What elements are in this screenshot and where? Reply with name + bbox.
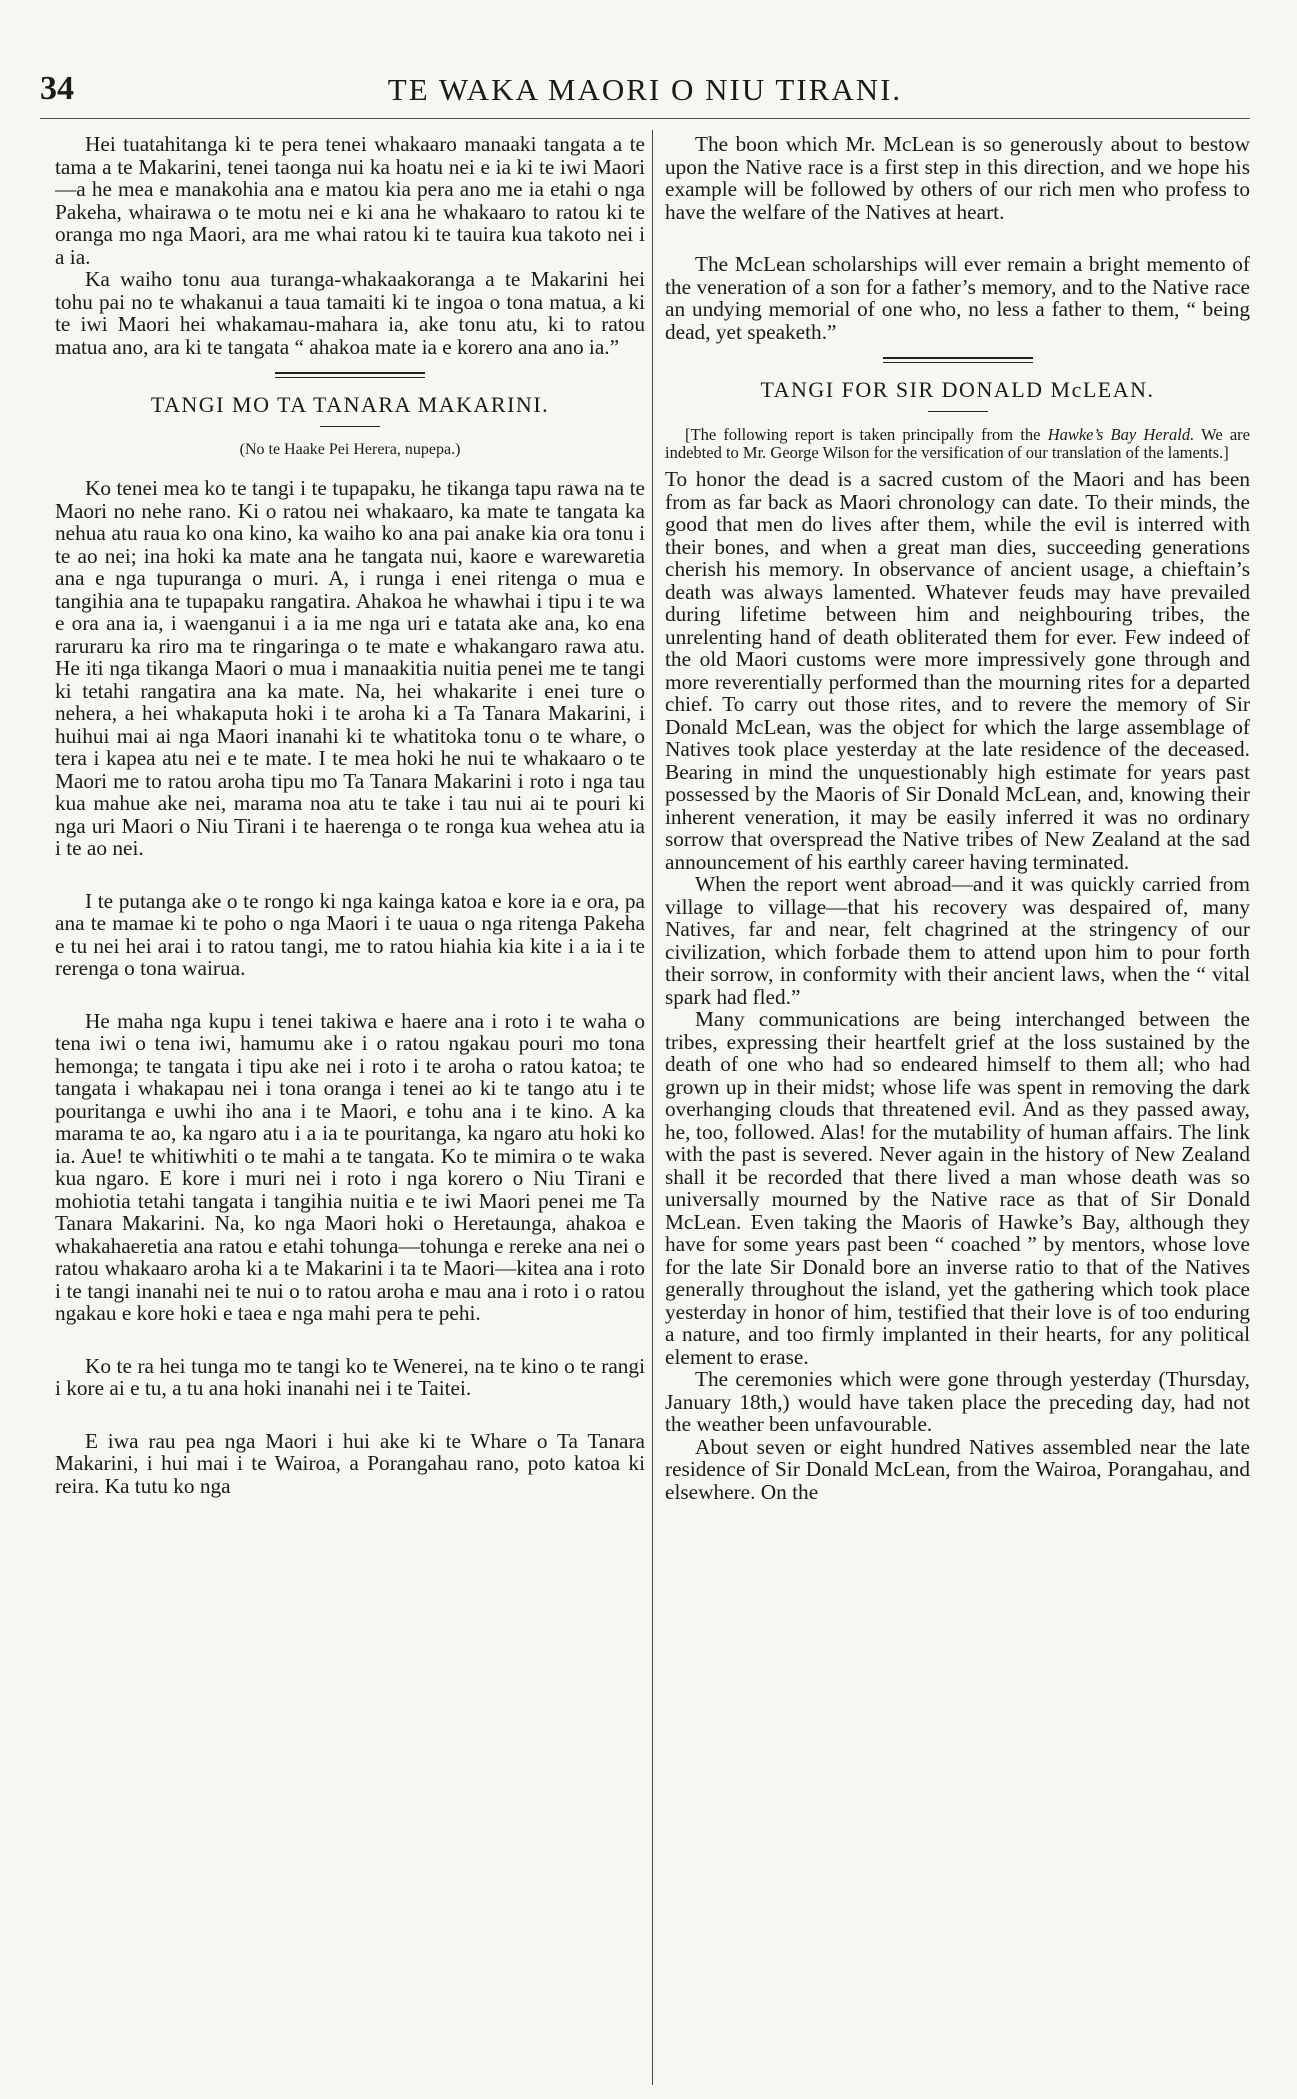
left-column: [55, 133, 645, 2083]
right-paragraph-2: When the report went abroad—and it was quickly carried from village to village—that his recovery was despaired of, many Natives, far and near, felt chagrined at the stringency of our civilization, which forbade them to attend upon him to pour forth their sorrow, in conformity with their ancient laws, when the “ vital spark had fled.”: [665, 872, 1250, 1009]
column-divider: [652, 130, 653, 2085]
right-paragraph-4: The ceremonies which were gone through yesterday (Thursday, January 18th,) would have taken place the preceding day, had not the weather been unfavourable.: [665, 1367, 1250, 1436]
right-paragraph-3: Many communications are being interchanged between the tribes, expressing their heartfelt grief at the loss sustained by the death of one who had so endeared himself to them all; who had grown up in their midst; whose life was spent in removing the dark overhanging clouds that threatened evil. And as they passed away, he, too, followed. Alas! for the mutability of human affairs. The link with the past is severed. Never again in the history of New Zealand shall it be recorded that there lived a man whose death was so universally mourned by the Native race as that of Sir Donald McLean. Even taking the Maoris of Hawke’s Bay, although they have for some years past been “ coached ” by mentors, whose love for the late Sir Donald bore an inverse ratio to that of the Natives generally throughout the island, yet the gathering which took place yesterday in honor of him, testified that their love is of too enduring a nature, and too firmly implanted in their hearts, for any political element to erase.: [665, 1007, 1250, 1369]
right-intro-paragraph-2: The McLean scholarships will ever remain a bright memento of the veneration of a son for a father’s memory, and to the Native race an undying memorial of one who, no less a father to them, “ being dead, yet speaketh.”: [665, 252, 1250, 344]
section-divider: [275, 372, 425, 378]
article-heading-maori: TANGI MO TA TANARA MAKARINI.: [150, 392, 550, 417]
right-column: [665, 133, 1250, 2083]
masthead-title: TE WAKA MAORI O NIU TIRANI.: [387, 72, 903, 107]
heading-rule: [928, 411, 988, 412]
section-divider: [883, 357, 1033, 363]
right-paragraph-5: About seven or eight hundred Natives assembled near the late residence of Sir Donald McLean, from the Wairoa, Porangahau, and elsewhere. On the: [665, 1434, 1250, 1504]
article-byline: (No te Haake Pei Herera, nupepa.): [239, 441, 461, 458]
left-intro-paragraph-2: Ka waiho tonu aua turanga-whakaakoranga a te Makarini hei tohu pai no te whakanui a taua tamaiti ki te ingoa o tona matua, a ki te iwi Maori hei whakamau-mahara ia, ake tonu atu, ki to ratou matua ano, ara ki te tangata “ ahakoa mate ia e korero ana ano ia.”: [55, 267, 645, 359]
left-paragraph-3: He maha nga kupu i tenei takiwa e haere ana i roto i te waha o tena iwi o tena iwi, hamumu ake i o ratou ngakau pouri mo tona hemonga; te tangata i tipu ake nei i roto i te aroha o ratou katoa; te tangata i whakapau nei i tona oranga i tenei ao ki te tango atu i te pouritanga e uwhi iho ana i te Maori, e tohu ana i te kino. A ka marama te ao, ka ngaro atu i a ia te pouritanga, ka ngaro atu hoki ko ia. Aue! te whitiwhiti o te mahi a te tangata. Ko te mimira o te waka kua ngaro. E kore i muri nei i roto i nga korero o Niu Tirani e mohiotia tetahi tangata i tangihia nuitia e te iwi Maori penei me Ta Tanara Makarini. Na, ko nga Maori hoki o Heretaunga, ahakoa e whakahaeretia ana ratou e etahi tohunga—tohunga e rereke ana nei o ratou whakaaro aroha ki a te Makarini i ta te Maori—kitea ana i roto i te tangi inanahi nei te nui o to ratou aroha e mau ana i roto i o ratou ngakau e kore hoki e taea e nga mahi pera te pehi.: [55, 1008, 645, 1325]
page-header: [40, 70, 1250, 120]
left-paragraph-2: I te putanga ake o te rongo ki nga kainga katoa e kore ia e ora, pa ana te mamae ki te poho o nga Maori i te uaua o nga ritenga Pakeha e tu nei hei arai i to ratou tangi, me to ratou hiahia kia kite i a ia i te rerenga o tona wairua.: [55, 888, 645, 980]
newspaper-name: Hawke’s Bay Herald.: [1047, 425, 1195, 444]
editor-note: [The following report is taken principally from the Hawke’s Bay Herald. We are indebted to Mr. George Wilson for the versification of our translation of the laments.]: [665, 425, 1250, 462]
left-paragraph-1: Ko tenei mea ko te tangi i te tupapaku, he tikanga tapu rawa na te Maori no nehe rano. Ki o ratou nei whakaaro, ka mate te tangata ka nehua atu raua ko ona kino, ka waiho ko ana pai anake kia ora tonu i te ao nei; ina hoki ka mate ana he tangata nui, kaore e warewaretia ana e nga tupuranga o muri. A, i runga i enei ritenga o mua e tangihia ana te tupapaku rangatira. Ahakoa he whawhai i tipu i te wa e ora ana ia, i waenganui i a ia me nga uri e tatata ake ana, ko ena raruraru ka riro ma te ringaringa o te mate e whakangaro rawa atu. He iti nga tikanga Maori o mua i manaakitia nuitia penei me te tangi ki tetahi rangatira ana ka mate. Na, hei whakarite i enei ture o nehera, a hei whakaputa hoki i te aroha ki a Ta Tanara Makarini, i huihui mai ai nga Maori inanahi ki te whatitoka tonu o te whare, o tera i kapea atu nei e te mate. I te mea hoki he nui te whakaaro o te Maori me to ratou aroha tipu mo Ta Tanara Makarini i roto i nga tau kua mahue ake nei, marama noa atu te take i tau nui ai te pouri ki nga uri Maori o Niu Tirani i te haerenga o te ronga kua wehea atu ia i te ao nei.: [55, 476, 645, 860]
left-intro-paragraph: Hei tuatahitanga ki te pera tenei whakaaro manaaki tangata a te tama a te Makarini, tenei taonga nui ka hoatu nei e ia ki te iwi Maori—a he mea e manakohia ana e matou kia pera ano me ia etahi o nga Pakeha, whairawa o te motu nei e ki ana he whakaaro to ratou ki te oranga mo nga Maori, ara me whai ratou ki te tauira kua takoto nei i a ia.: [55, 133, 645, 269]
left-paragraph-4: Ko te ra hei tunga mo te tangi ko te Wenerei, na te kino o te rangi i kore ai e tu, a tu ana hoki inanahi nei i te Taitei.: [55, 1353, 645, 1400]
article-heading-english: TANGI FOR SIR DONALD McLEAN.: [760, 377, 1155, 402]
header-rule: [40, 118, 1250, 119]
page-number: 34: [40, 70, 74, 107]
left-paragraph-5: E iwa rau pea nga Maori i hui ake ki te Whare o Ta Tanara Makarini, i hui mai i te Wairoa, a Porangahau rano, poto katoa ki reira. Ka tutu ko nga: [55, 1428, 645, 1498]
right-paragraph-1: To honor the dead is a sacred custom of the Maori and has been from as far back as Maori chronology can date. To their minds, the good that men do lives after them, while the evil is interred with their bones, and when a great man dies, succeeding generations cherish his memory. In observance of ancient usage, a chieftain’s death was always lamented. Whatever feuds may have prevailed during lifetime between him and neighbouring tribes, the unrelenting hand of death obliterated them for ever. Few indeed of the old Maori customs were more impressively gone through and more reverentially performed than the mourning rites for a departed chief. To carry out those rites, and to revere the memory of Sir Donald McLean, was the object for which the large assemblage of Natives took place yesterday at the late residence of the deceased. Bearing in mind the unquestionably high estimate for years past possessed by the Maoris of Sir Donald McLean, and, knowing their inherent veneration, it may be easily inferred it was no ordinary sorrow that overspread the Native tribes of New Zealand at the sad announcement of his earthly career having terminated.: [665, 467, 1250, 874]
right-intro-paragraph: The boon which Mr. McLean is so generously about to bestow upon the Native race is a first step in this direction, and we hope his example will be followed by others of our rich men who profess to have the welfare of the Natives at heart.: [665, 133, 1250, 224]
heading-rule: [320, 426, 380, 427]
